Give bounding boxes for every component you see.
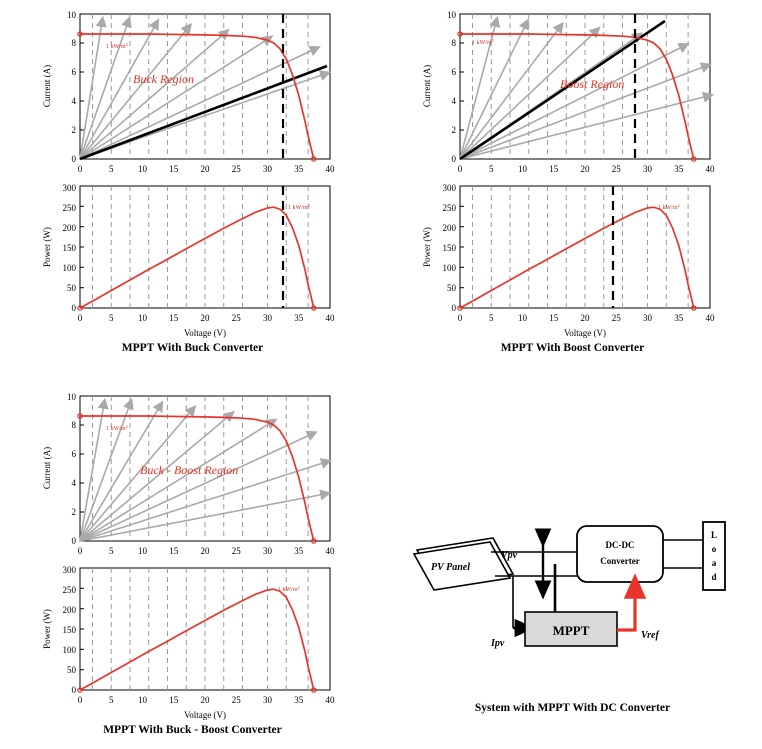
svg-text:200: 200: [62, 223, 76, 233]
svg-text:15: 15: [549, 313, 559, 323]
svg-text:40: 40: [325, 164, 335, 174]
pv-ylabel-boost: Power (W): [422, 227, 432, 267]
svg-text:200: 200: [442, 223, 456, 233]
svg-text:5: 5: [489, 164, 494, 174]
svg-text:15: 15: [169, 313, 179, 323]
svg-text:150: 150: [62, 243, 76, 253]
dcdc-converter-block: [577, 526, 663, 582]
svg-text:5: 5: [109, 546, 114, 556]
svg-text:0: 0: [71, 303, 76, 313]
svg-text:0: 0: [71, 536, 76, 546]
caption-buck-boost: MPPT With Buck - Boost Converter: [103, 724, 282, 736]
svg-text:40: 40: [325, 313, 335, 323]
svg-text:0: 0: [457, 313, 463, 323]
dcdc-label-line2: Converter: [600, 556, 640, 566]
buckboost-iv-plot: [42, 392, 335, 556]
load-letter-2: a: [711, 558, 717, 568]
svg-text:4: 4: [71, 478, 76, 488]
svg-text:25: 25: [231, 164, 241, 174]
irradiance-label-iv-buck: 1 $kW/m^2$: [106, 41, 128, 50]
svg-text:250: 250: [442, 203, 456, 213]
svg-text:5: 5: [109, 695, 114, 705]
svg-text:30: 30: [263, 313, 272, 323]
svg-text:10: 10: [67, 392, 76, 402]
pv-panel-block: [414, 538, 513, 590]
panel-system-diagram: [395, 500, 750, 730]
svg-text:30: 30: [263, 695, 272, 705]
svg-text:40: 40: [325, 546, 335, 556]
svg-text:300: 300: [62, 183, 76, 193]
svg-text:30: 30: [643, 164, 652, 174]
caption-boost: MPPT With Boost Converter: [500, 342, 645, 354]
vpv-label: Vpv: [501, 550, 518, 561]
iv-ylabel-buck: Current (A): [42, 64, 52, 108]
svg-text:0: 0: [77, 164, 83, 174]
load-block: [703, 522, 725, 590]
svg-text:20: 20: [580, 313, 590, 323]
svg-text:20: 20: [200, 695, 210, 705]
svg-text:35: 35: [674, 164, 684, 174]
svg-text:50: 50: [67, 665, 76, 675]
pv-panel-label: PV Panel: [431, 562, 470, 573]
svg-text:20: 20: [200, 546, 210, 556]
svg-text:40: 40: [705, 164, 715, 174]
boost-pv-plot: [422, 183, 715, 338]
pv-ylabel-buckboost: Power (W): [42, 609, 52, 649]
svg-text:6: 6: [71, 449, 76, 459]
svg-text:5: 5: [109, 164, 114, 174]
pv-xlabel-buck: Voltage (V): [183, 328, 227, 338]
irradiance-label-pv-buck: 1 $kW/m^2$: [288, 202, 310, 211]
svg-text:20: 20: [200, 164, 210, 174]
panel-boost: [400, 4, 745, 354]
mppt-block: [525, 612, 617, 646]
region-label-boost: Boost Region: [560, 77, 625, 91]
boost-charts: [400, 4, 745, 338]
load-letter-1: o: [711, 544, 717, 554]
svg-text:10: 10: [138, 164, 147, 174]
svg-text:2: 2: [71, 125, 76, 135]
svg-text:2: 2: [71, 507, 76, 517]
svg-text:15: 15: [549, 164, 559, 174]
svg-text:15: 15: [169, 164, 179, 174]
svg-text:20: 20: [200, 313, 210, 323]
ipv-signal: [490, 628, 525, 649]
svg-text:100: 100: [442, 263, 456, 273]
svg-text:5: 5: [109, 313, 114, 323]
svg-text:0: 0: [71, 154, 76, 164]
svg-text:30: 30: [263, 164, 272, 174]
svg-text:0: 0: [77, 313, 83, 323]
mppt-label: MPPT: [552, 623, 590, 638]
irradiance-label-pv-boost: 1 $kW/m^2$: [658, 202, 680, 211]
svg-text:30: 30: [643, 313, 652, 323]
svg-text:20: 20: [580, 164, 590, 174]
svg-text:300: 300: [442, 183, 456, 193]
system-block-diagram: [395, 500, 750, 690]
iv-ylabel-buckboost: Current (A): [42, 446, 52, 490]
svg-text:15: 15: [169, 695, 179, 705]
svg-text:250: 250: [62, 203, 76, 213]
svg-text:50: 50: [67, 283, 76, 293]
buck-pv-plot: [42, 183, 335, 338]
svg-text:8: 8: [451, 38, 456, 48]
svg-text:100: 100: [62, 645, 76, 655]
svg-text:10: 10: [67, 10, 76, 20]
svg-text:5: 5: [489, 313, 494, 323]
svg-text:25: 25: [231, 695, 241, 705]
svg-text:0: 0: [77, 695, 83, 705]
svg-text:0: 0: [451, 303, 456, 313]
svg-text:0: 0: [451, 154, 456, 164]
svg-text:100: 100: [62, 263, 76, 273]
caption-buck: MPPT With Buck Converter: [121, 342, 264, 354]
svg-text:15: 15: [169, 546, 179, 556]
svg-text:6: 6: [451, 67, 456, 77]
svg-text:150: 150: [62, 625, 76, 635]
svg-text:300: 300: [62, 565, 76, 575]
svg-text:25: 25: [611, 164, 621, 174]
svg-text:35: 35: [294, 695, 304, 705]
load-letter-3: d: [711, 572, 717, 582]
load-letter-0: L: [710, 530, 718, 540]
pv-ylabel-buck: Power (W): [42, 227, 52, 267]
svg-text:30: 30: [263, 546, 272, 556]
region-label-buck: Buck Region: [133, 72, 194, 86]
svg-text:0: 0: [71, 685, 76, 695]
svg-text:0: 0: [77, 546, 83, 556]
vref-signal: [617, 586, 660, 641]
iv-ylabel-boost: Current (A): [422, 64, 432, 108]
boost-iv-plot: [422, 10, 715, 174]
svg-text:250: 250: [62, 585, 76, 595]
vref-label: Vref: [641, 630, 659, 641]
svg-text:35: 35: [294, 313, 304, 323]
dcdc-label-line1: DC-DC: [605, 540, 635, 550]
irradiance-label-iv-buckboost: 1 $kW/m^2$: [106, 423, 128, 432]
svg-text:25: 25: [231, 546, 241, 556]
svg-text:10: 10: [518, 164, 527, 174]
svg-text:35: 35: [674, 313, 684, 323]
svg-text:0: 0: [457, 164, 463, 174]
svg-text:200: 200: [62, 605, 76, 615]
svg-text:25: 25: [611, 313, 621, 323]
pv-xlabel-boost: Voltage (V): [563, 328, 607, 338]
buckboost-pv-plot: [42, 565, 335, 720]
svg-text:10: 10: [138, 695, 147, 705]
svg-text:25: 25: [231, 313, 241, 323]
svg-text:4: 4: [451, 96, 456, 106]
svg-text:8: 8: [71, 38, 76, 48]
svg-text:35: 35: [294, 546, 304, 556]
pv-xlabel-buckboost: Voltage (V): [183, 710, 227, 720]
svg-text:40: 40: [705, 313, 715, 323]
svg-text:150: 150: [442, 243, 456, 253]
irradiance-label-pv-buckboost: 1 $kW/m^2$: [278, 584, 300, 593]
svg-text:6: 6: [71, 67, 76, 77]
svg-text:4: 4: [71, 96, 76, 106]
buck-iv-plot: [42, 10, 335, 174]
svg-text:10: 10: [138, 313, 147, 323]
svg-text:35: 35: [294, 164, 304, 174]
svg-text:2: 2: [451, 125, 456, 135]
caption-system-diagram: System with MPPT With DC Converter: [474, 702, 671, 714]
region-label-buckboost: Buck - Boost Region: [140, 463, 239, 477]
ipv-label: Ipv: [491, 638, 505, 649]
svg-text:8: 8: [71, 420, 76, 430]
buck-charts: [20, 4, 365, 338]
svg-text:10: 10: [518, 313, 527, 323]
svg-text:10: 10: [138, 546, 147, 556]
svg-text:40: 40: [325, 695, 335, 705]
svg-text:10: 10: [447, 10, 456, 20]
buckboost-charts: [20, 386, 365, 720]
irradiance-label-iv-boost: 1 $kW/m^2$: [472, 37, 494, 46]
panel-buck: [20, 4, 365, 354]
panel-buck-boost: [20, 386, 365, 736]
svg-text:50: 50: [447, 283, 456, 293]
